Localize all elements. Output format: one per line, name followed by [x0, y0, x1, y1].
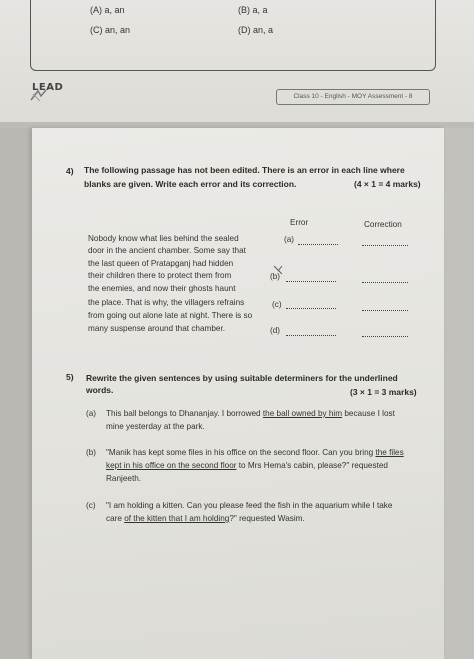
- correction-blank-d[interactable]: [362, 336, 408, 337]
- q5a-label: (a): [86, 409, 97, 418]
- correction-blank-b[interactable]: [362, 282, 408, 283]
- q5-number: 5): [66, 372, 74, 382]
- blank-label-c: (c): [272, 300, 282, 309]
- q5-instruction-line1: Rewrite the given sentences by using suitable determiners for the underlined: [86, 373, 398, 383]
- option-a: (A) a, an: [90, 5, 125, 15]
- q5c-line2: care of the kitten that I am holding?" requested Wasim.: [106, 514, 305, 523]
- option-c: (C) an, an: [90, 25, 131, 35]
- q5b-label: (b): [86, 448, 97, 457]
- q4-instruction-line2: blanks are given. Write each error and its correction.: [84, 179, 297, 189]
- passage-line: from going out alone late at night. There is so: [88, 311, 253, 320]
- error-column-header: Error: [290, 218, 309, 227]
- q4-marks: (4 × 1 = 4 marks): [354, 179, 421, 189]
- passage-line: Nobody know what lies behind the sealed: [88, 234, 239, 243]
- q5c-label: (c): [86, 501, 96, 510]
- passage-line: the place. That is why, the villagers refrains: [88, 298, 245, 307]
- correction-blank-c[interactable]: [362, 310, 408, 311]
- passage-line: the enemies, and now their ghosts haunt: [88, 284, 236, 293]
- q5-marks: (3 × 1 = 3 marks): [350, 387, 417, 397]
- correction-blank-a[interactable]: [362, 245, 408, 246]
- lead-logo: LEAD: [32, 82, 64, 93]
- passage-line: the last queen of Pratapganj had hidden: [88, 259, 234, 268]
- q5a-line1: This ball belongs to Dhananjay. I borrowed the ball owned by him because I lost: [106, 409, 395, 418]
- error-blank-d[interactable]: [286, 335, 336, 336]
- q5-instruction-line2: words.: [86, 385, 114, 395]
- q5b-line1: "Manik has kept some files in his office on the second floor. Can you bring the files: [106, 448, 404, 457]
- option-d: (D) an, a: [238, 25, 274, 35]
- background-right: [444, 128, 474, 659]
- passage-line: their children there to protect them from: [88, 271, 232, 280]
- passage-line: many suspense around that chamber.: [88, 324, 225, 333]
- assessment-header: Class 10 - English - MOY Assessment - 8: [276, 89, 430, 105]
- error-blank-a[interactable]: [298, 244, 338, 245]
- option-b: (B) a, a: [238, 5, 268, 15]
- q5b-line3: Ranjeeth.: [106, 474, 142, 483]
- error-blank-b[interactable]: [286, 281, 336, 282]
- passage-line: door in the ancient chamber. Some say that: [88, 246, 246, 255]
- blank-label-a: (a): [284, 235, 295, 244]
- correction-column-header: Correction: [364, 220, 402, 229]
- q5a-line2: mine yesterday at the park.: [106, 422, 205, 431]
- q5b-line2: kept in his office on the second floor to Mrs Hema's cabin, please?" requested: [106, 461, 388, 470]
- q4-instruction-line1: The following passage has not been edited. There is an error in each line where: [84, 165, 405, 175]
- blank-label-d: (d): [270, 326, 281, 335]
- question-page: [32, 128, 444, 659]
- error-blank-c[interactable]: [286, 308, 336, 309]
- q5c-line1: "I am holding a kitten. Can you please feed the fish in the aquarium while I take: [106, 501, 393, 510]
- q4-number: 4): [66, 166, 74, 176]
- blank-label-b: (b): [270, 272, 281, 281]
- previous-page: [0, 0, 474, 122]
- background-left: [0, 128, 32, 659]
